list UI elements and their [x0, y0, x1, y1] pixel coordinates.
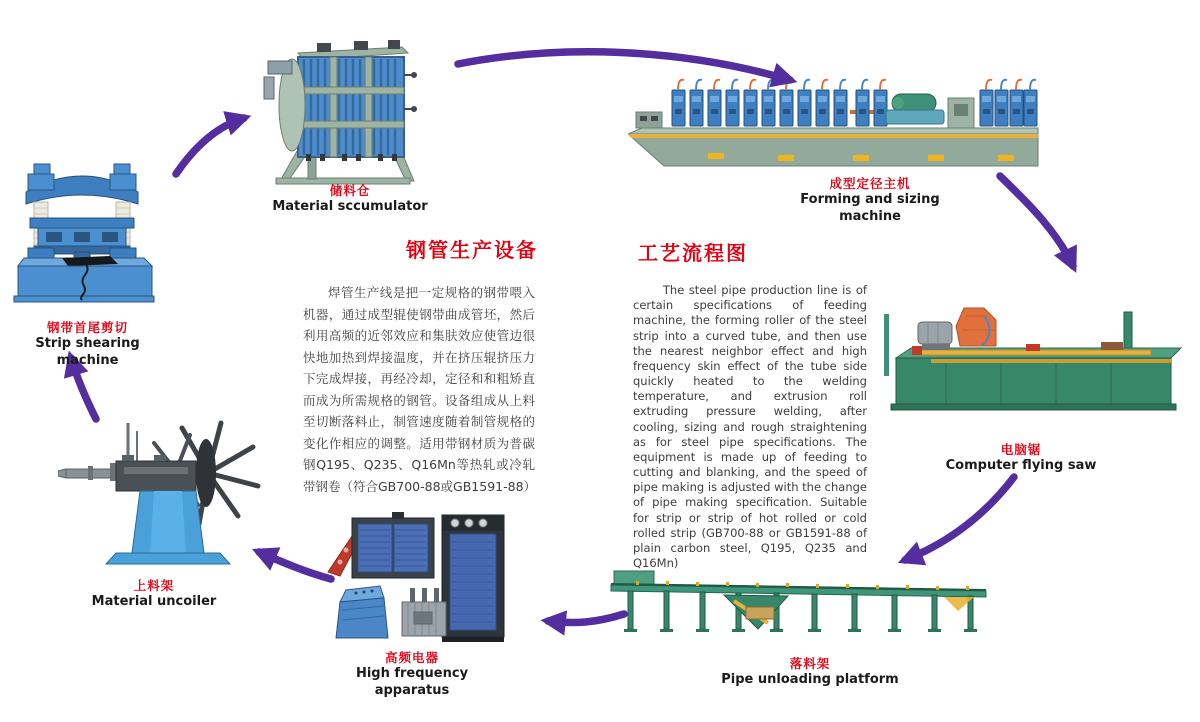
arrow-shearing-to-accumulator	[176, 118, 244, 174]
label-material-uncoiler-en: Material uncoiler	[91, 594, 217, 610]
process-flow-title: 工艺流程图	[638, 241, 748, 265]
label-pipe-unloading-zh: 落料架	[789, 656, 831, 671]
label-computer-flying-saw-zh: 电脑锯	[1000, 442, 1042, 457]
label-high-frequency	[322, 650, 502, 700]
chinese-description: 焊管生产线是把一定规格的钢带喂入机器，通过成型辊使钢带曲成管坯，然后利用高频的近邻效应和集肤效应使管边很快地加热到焊接温度，并在挤压辊挤压力下完成焊接，再经冷却，定径和和粗矫直而成为所需规格的钢管。设备组成从上料至切断落料止，制管速度随着制管规格的变化作相应的调整。适用带钢材质为普碳钢Q195、Q235、Q16Mn等热轧或冷轧带钢卷（符合GB700-88或GB1591-88）	[303, 285, 537, 494]
label-strip-shearing-zh: 钢带首尾剪切	[46, 320, 128, 335]
label-material-accumulator-en: Material sccumulator	[272, 199, 428, 215]
label-material-accumulator	[265, 183, 435, 216]
arrow-unloading-to-highfreq	[548, 614, 624, 623]
label-material-uncoiler-zh: 上料架	[133, 578, 175, 593]
label-computer-flying-saw	[931, 442, 1111, 475]
arrow-accumulator-to-forming	[458, 52, 790, 80]
label-material-accumulator-zh: 储料仓	[329, 183, 371, 198]
label-computer-flying-saw-en: Computer flying saw	[945, 458, 1097, 474]
arrow-highfreq-to-uncoiler	[259, 552, 331, 579]
label-high-frequency-en: High frequency apparatus	[355, 666, 469, 699]
label-forming-sizing-zh: 成型定径主机	[829, 176, 911, 191]
label-high-frequency-zh: 高频电器	[384, 650, 439, 665]
arrow-saw-to-unloading	[905, 477, 1014, 560]
label-forming-sizing-en: Forming and sizing machine	[800, 192, 940, 225]
label-material-uncoiler	[69, 578, 239, 611]
label-pipe-unloading	[715, 656, 905, 689]
arrow-forming-to-saw	[1000, 176, 1073, 266]
label-forming-sizing	[780, 176, 960, 226]
equipment-title: 钢管生产设备	[406, 238, 538, 262]
label-strip-shearing-en: Strip shearing machine	[35, 336, 140, 369]
label-strip-shearing	[10, 320, 165, 370]
english-description: The steel pipe production line is of certain specifications of feeding machine, the forming roller of the steel strip into a curved tube, and then use the nearest neighbor effect and high frequency skin effect of the tube side quickly heated to the welding temperature, and extrusion roll extruding pressure welding, after cooling, sizing and rough straightening as for steel pipe specifications. The equipment is made up of feeding to cutting and blanking, and the speed of pipe making is adjusted with the change of pipe making specification. Suitable for strip or strip of hot rolled or cold rolled strip (GB700-88 or GB1591-88 of plain carbon steel, Q195, Q235 and Q16Mn)	[633, 283, 867, 571]
label-pipe-unloading-en: Pipe unloading platform	[721, 672, 899, 688]
